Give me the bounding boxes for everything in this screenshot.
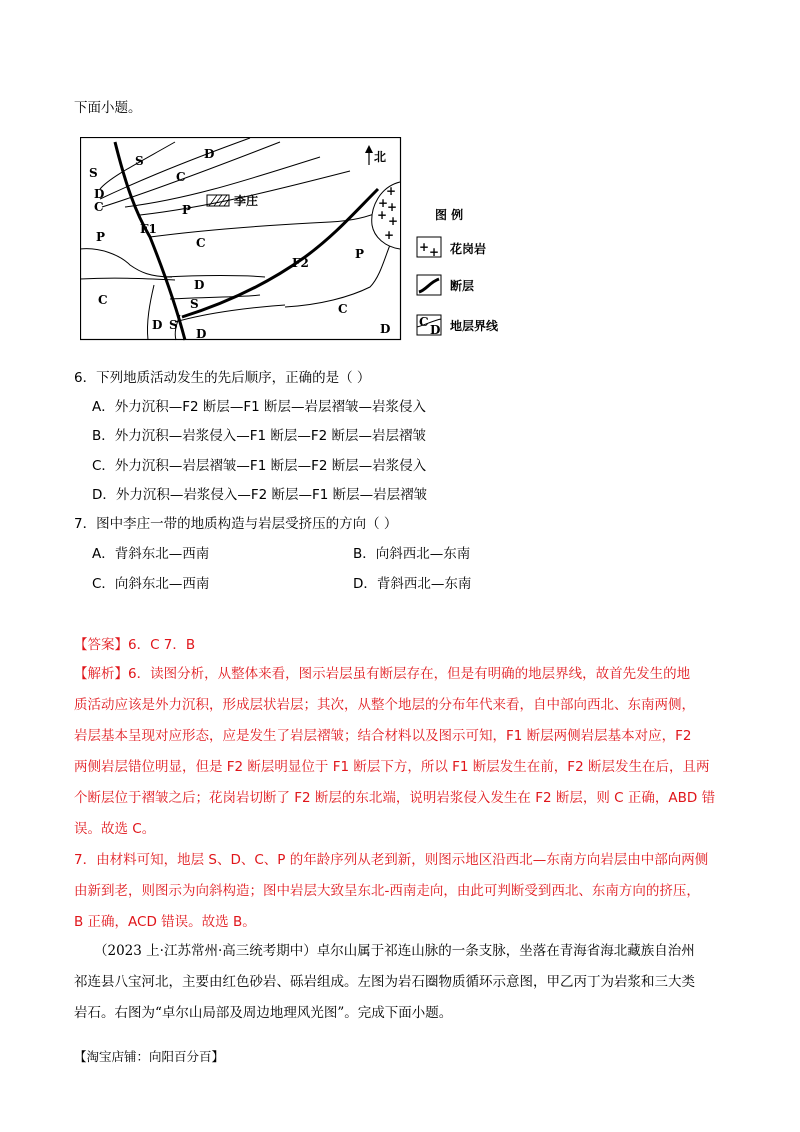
svg-text:P: P (355, 247, 365, 261)
analysis-line-9: B 正确，ACD 错误。故选 B。 (74, 914, 256, 930)
geologic-map (80, 137, 520, 347)
svg-text:S: S (135, 154, 144, 168)
svg-text:C: C (196, 236, 206, 250)
svg-text:S: S (190, 297, 199, 311)
material-line-3: 岩石。右图为“卓尔山局部及周边地理风光图”。完成下面小题。 (74, 1005, 453, 1021)
analysis-line-1: 【解析】6．读图分析，从整体来看，图示岩层虽有断层存在，但是有明确的地层界线，故首先发生的地 (74, 666, 691, 682)
svg-text:D: D (196, 327, 207, 341)
question-6-option-a: A．外力沉积—F2 断层—F1 断层—岩层褶皱—岩浆侵入 (92, 399, 427, 415)
svg-text:D: D (380, 322, 391, 336)
map-legend (417, 207, 499, 337)
village-label: 李庄 (234, 194, 259, 208)
svg-text:S: S (169, 318, 178, 332)
svg-text:+: + (378, 196, 389, 210)
svg-text:C: C (94, 200, 104, 214)
svg-text:C: C (419, 315, 429, 329)
svg-text:D: D (94, 187, 105, 201)
svg-text:+: + (429, 245, 440, 259)
question-6-stem: 6．下列地质活动发生的先后顺序，正确的是（ ） (74, 370, 371, 386)
analysis-line-2: 质活动应该是外力沉积，形成层状岩层；其次，从整个地层的分布年代来看，自中部向西北、东南两侧， (74, 697, 695, 713)
svg-text:北: 北 (374, 150, 387, 164)
material-line-2: 祁连县八宝河北，主要由红色砂岩、砾岩组成。左图为岩石圈物质循环示意图，甲乙丙丁为岩浆和三大类 (74, 974, 695, 990)
svg-text:+: + (384, 228, 395, 242)
svg-text:+: + (387, 200, 398, 214)
svg-text:C: C (338, 302, 348, 316)
fault-f1-label: F1 (140, 222, 157, 236)
question-7-stem: 7．图中李庄一带的地质构造与岩层受挤压的方向（ ） (74, 516, 398, 532)
legend-title: 图 例 (435, 208, 464, 222)
analysis-line-7: 7．由材料可知，地层 S、D、C、P 的年龄序列从老到新，则图示地区沿西北—东南方向岩层由中部向两侧 (74, 852, 709, 868)
analysis-line-4: 两侧岩层错位明显，但是 F2 断层明显位于 F1 断层下方，所以 F1 断层发生在前，F2 断层发生在后，且两 (74, 759, 710, 775)
analysis-line-5: 个断层位于褶皱之后；花岗岩切断了 F2 断层的东北端，说明岩浆侵入发生在 F2 断层，则 C 正确，ABD 错 (74, 790, 716, 806)
svg-text:C: C (176, 170, 186, 184)
svg-text:D: D (152, 318, 163, 332)
svg-text:D: D (204, 147, 215, 161)
svg-text:D: D (430, 323, 441, 337)
fault-f2-label: F2 (292, 256, 309, 270)
question-7-option-a: A．背斜东北—西南 (92, 546, 210, 562)
svg-text:+: + (386, 184, 397, 198)
footer-shop-note: 【淘宝店铺：向阳百分百】 (74, 1049, 225, 1064)
svg-text:S: S (89, 166, 98, 180)
legend-granite-label: 花岗岩 (450, 242, 487, 256)
svg-text:C: C (98, 293, 108, 307)
material-line-1: （2023 上·江苏常州·高三统考期中）卓尔山属于祁连山脉的一条支脉，坐落在青海省海北藏族自治州 (94, 943, 695, 959)
question-7-option-c: C．向斜东北—西南 (92, 576, 210, 592)
analysis-line-8: 由新到老，则图示为向斜构造；图中岩层大致呈东北-西南走向，由此可判断受到西北、东南方向的挤压， (74, 883, 700, 899)
answer-line: 【答案】6．C 7．B (74, 637, 196, 653)
question-7-option-b: B．向斜西北—东南 (353, 546, 471, 562)
question-6-option-d: D．外力沉积—岩浆侵入—F2 断层—F1 断层—岩层褶皱 (92, 487, 428, 503)
legend-boundary-label: 地层界线 (450, 319, 499, 333)
question-7-option-d: D．背斜西北—东南 (353, 576, 472, 592)
svg-text:P: P (96, 230, 106, 244)
svg-text:P: P (182, 203, 192, 217)
question-6-option-c: C．外力沉积—岩层褶皱—F1 断层—F2 断层—岩浆侵入 (92, 458, 427, 474)
analysis-line-3: 岩层基本呈现对应形态，应是发生了岩层褶皱；结合材料以及图示可知，F1 断层两侧岩层基本对应，F2 (74, 728, 692, 744)
svg-text:D: D (194, 278, 205, 292)
svg-text:+: + (377, 208, 388, 222)
analysis-line-6: 误。故选 C。 (74, 821, 156, 837)
legend-fault-label: 断层 (450, 279, 475, 293)
svg-text:+: + (419, 240, 430, 254)
question-6-option-b: B．外力沉积—岩浆侵入—F1 断层—F2 断层—岩层褶皱 (92, 428, 427, 444)
intro-tail: 下面小题。 (74, 100, 142, 116)
svg-text:+: + (388, 214, 399, 228)
